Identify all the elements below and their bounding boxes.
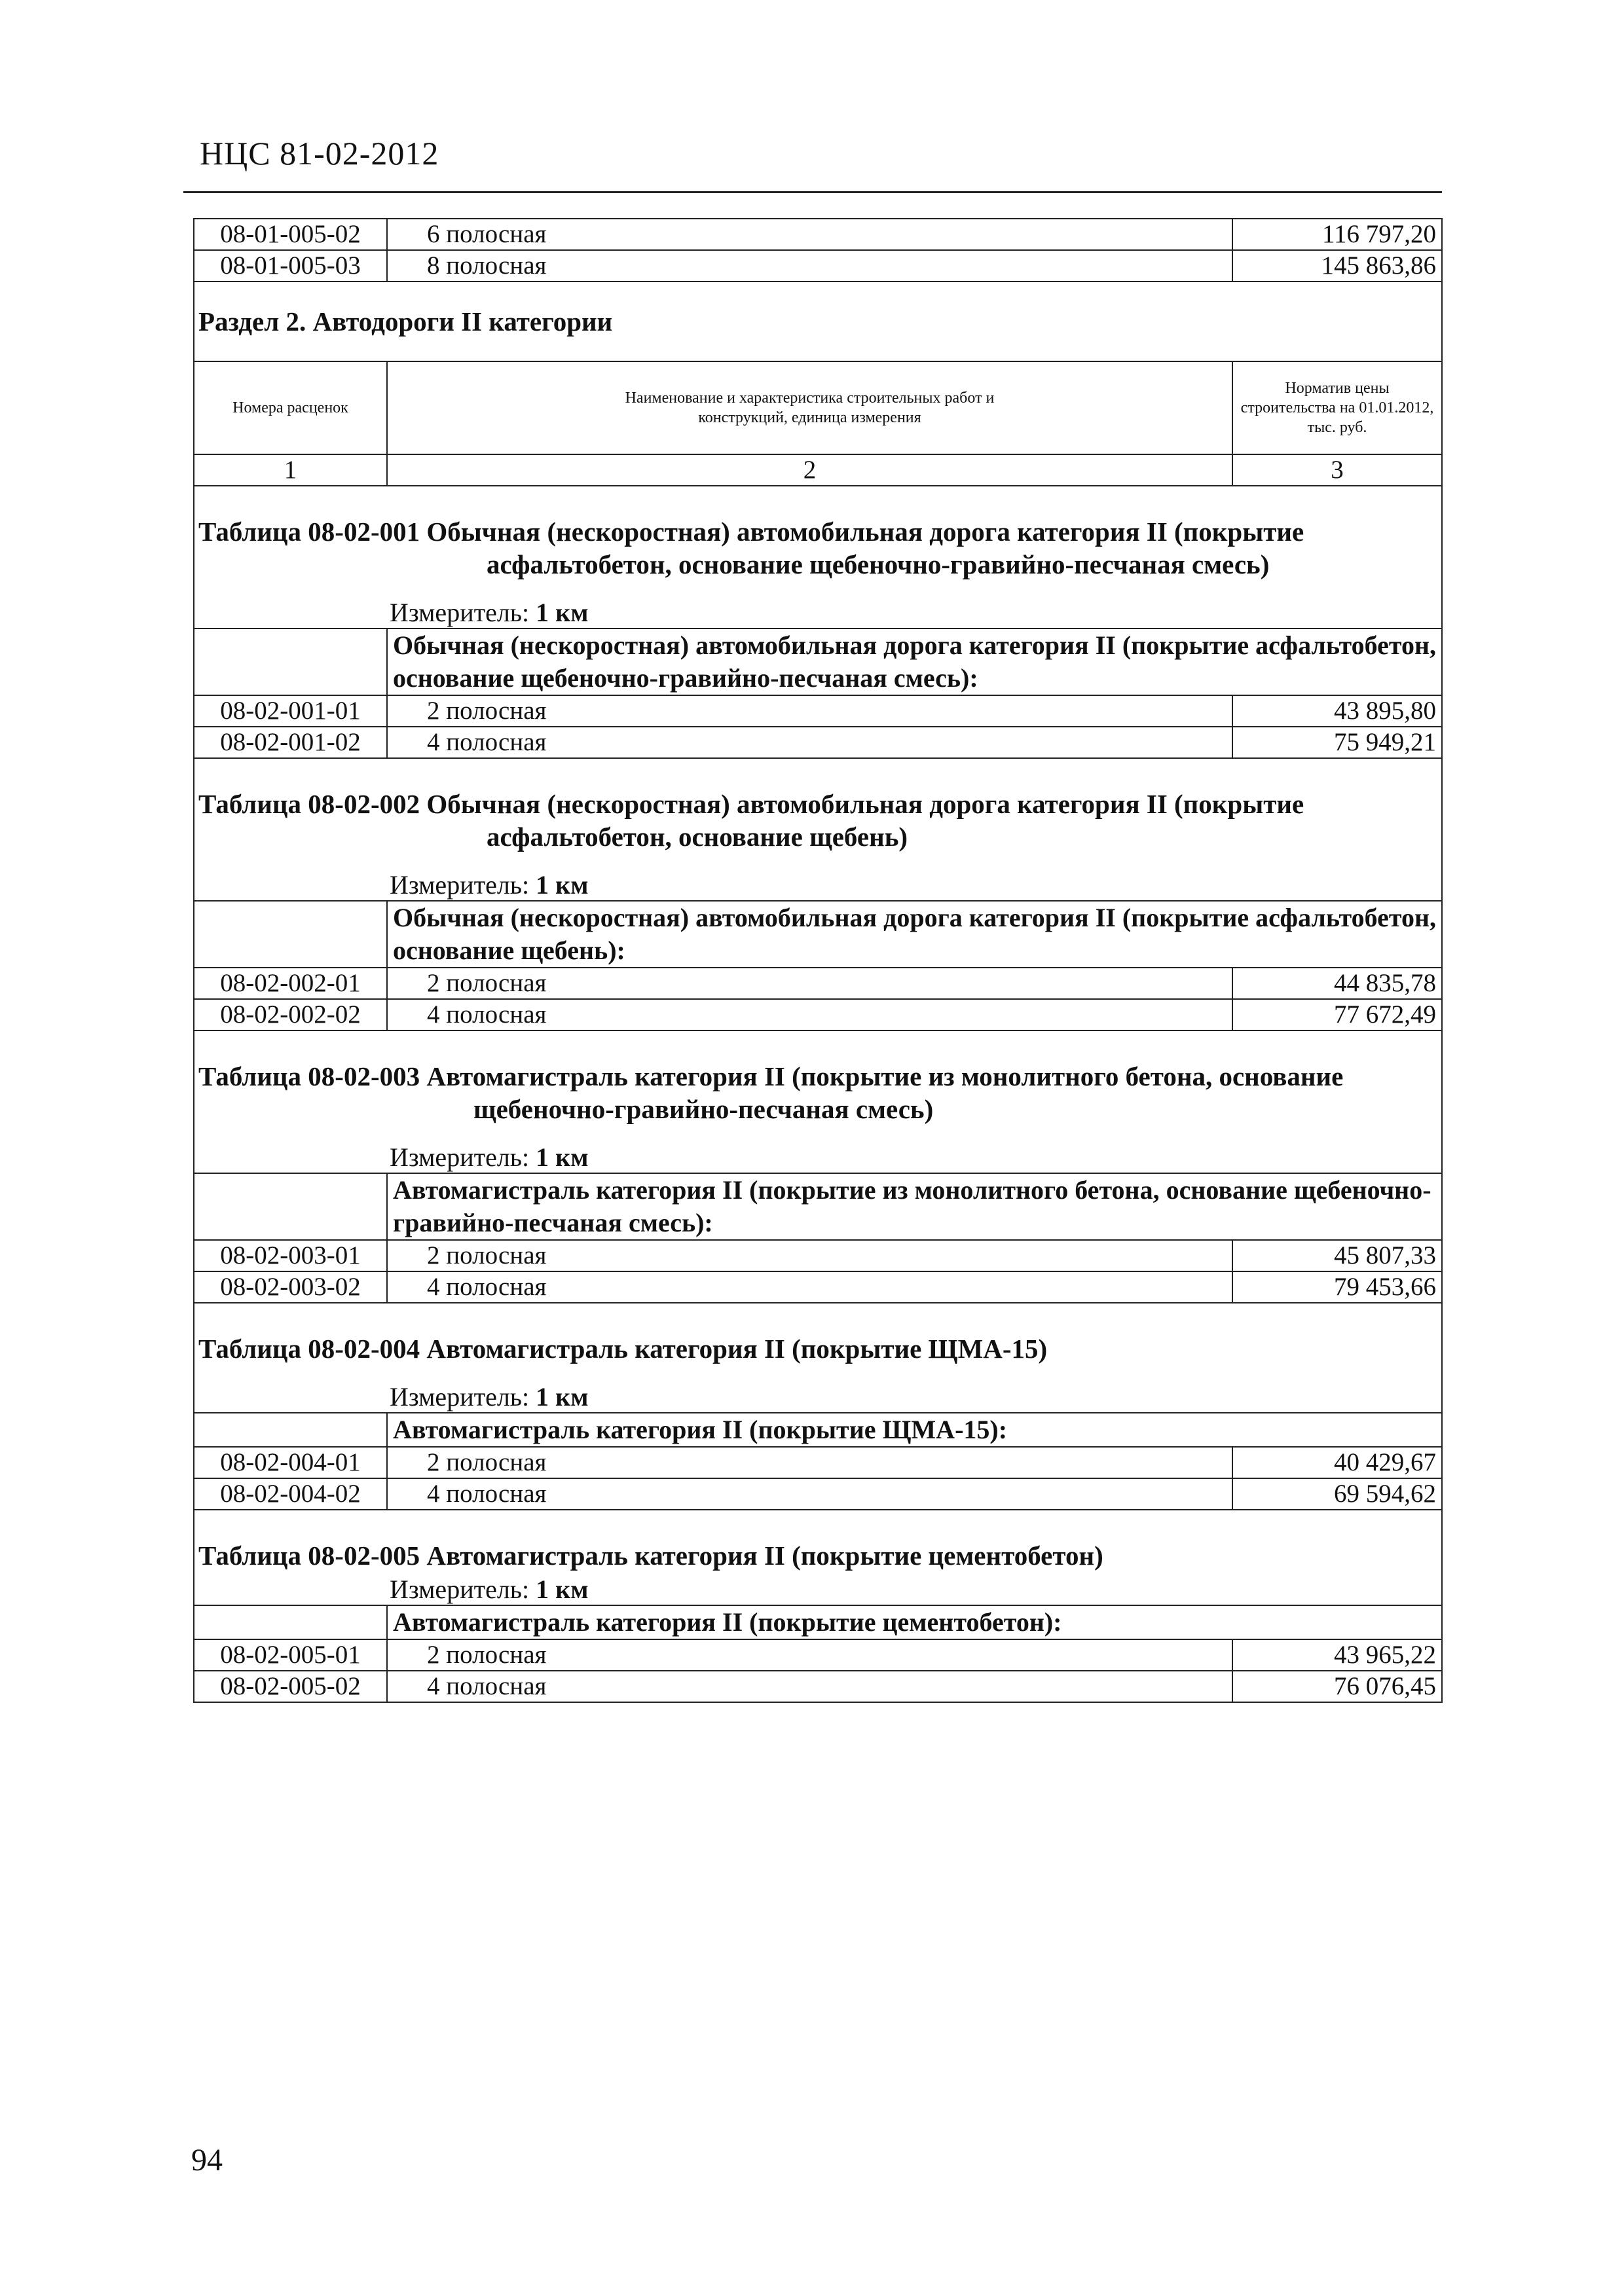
table-title-line1: Таблица 08-02-004 Автомагистраль категория II (покрытие ЩМА-15)	[198, 1334, 1048, 1364]
table-row	[194, 1240, 1442, 1271]
table-title-line1: Таблица 08-02-005 Автомагистраль категория II (покрытие цементобетон)	[198, 1540, 1103, 1571]
table-title	[194, 1030, 1442, 1125]
row-price: 75 949,21	[1232, 727, 1442, 758]
row-price: 45 807,33	[1232, 1240, 1442, 1271]
table-title-line2: щебеночно-гравийно-песчаная смесь)	[473, 1094, 934, 1124]
unit-measure	[194, 1365, 1442, 1413]
section-title: Раздел 2. Автодороги II категории	[194, 282, 1442, 361]
row-name: 2 полосная	[387, 968, 1232, 999]
row-code: 08-02-004-02	[194, 1478, 387, 1510]
column-header-codes: Номера расценок	[194, 361, 387, 454]
table-title	[194, 758, 1442, 853]
table-row	[194, 1271, 1442, 1303]
row-code: 08-02-002-01	[194, 968, 387, 999]
row-price: 76 076,45	[1232, 1671, 1442, 1702]
row-name: 4 полосная	[387, 1671, 1232, 1702]
row-price: 79 453,66	[1232, 1271, 1442, 1303]
row-code: 08-01-005-03	[194, 250, 387, 282]
column-header-price: Норматив цены строительства на 01.01.2012, тыс. руб.	[1232, 361, 1442, 454]
row-price: 145 863,86	[1232, 250, 1442, 282]
table-title-row	[194, 486, 1442, 581]
unit-row	[194, 1572, 1442, 1605]
unit-label: Измеритель:	[390, 1142, 530, 1172]
unit-measure	[194, 1125, 1442, 1173]
group-empty-cell	[194, 901, 387, 968]
unit-label: Измеритель:	[390, 1382, 530, 1412]
table-title-row	[194, 758, 1442, 853]
table-row	[194, 999, 1442, 1030]
group-title: Обычная (нескоростная) автомобильная дорога категория II (покрытие асфальтобетон, основание щебень):	[387, 901, 1442, 968]
row-price: 77 672,49	[1232, 999, 1442, 1030]
table-title	[194, 1510, 1442, 1572]
unit-row	[194, 853, 1442, 901]
unit-row	[194, 1125, 1442, 1173]
row-price: 40 429,67	[1232, 1447, 1442, 1478]
unit-label: Измеритель:	[390, 1575, 530, 1604]
group-row	[194, 629, 1442, 695]
row-price: 69 594,62	[1232, 1478, 1442, 1510]
table-row	[194, 727, 1442, 758]
group-empty-cell	[194, 1413, 387, 1447]
column-number-2: 2	[387, 454, 1232, 486]
group-row	[194, 901, 1442, 968]
page-header-title: НЦС 81-02-2012	[200, 135, 439, 172]
group-row	[194, 1605, 1442, 1639]
row-name: 2 полосная	[387, 1447, 1232, 1478]
table-row	[194, 250, 1442, 282]
table-title-row	[194, 1510, 1442, 1572]
row-name: 8 полосная	[387, 250, 1232, 282]
unit-value: 1 км	[536, 1382, 589, 1412]
row-code: 08-02-003-01	[194, 1240, 387, 1271]
table-title	[194, 486, 1442, 581]
unit-measure	[194, 853, 1442, 901]
row-name: 6 полосная	[387, 219, 1232, 250]
row-name: 4 полосная	[387, 1271, 1232, 1303]
unit-value: 1 км	[536, 1575, 589, 1604]
unit-row	[194, 1365, 1442, 1413]
table-row	[194, 1447, 1442, 1478]
row-code: 08-01-005-02	[194, 219, 387, 250]
row-price: 116 797,20	[1232, 219, 1442, 250]
table-row	[194, 1478, 1442, 1510]
row-code: 08-02-003-02	[194, 1271, 387, 1303]
unit-label: Измеритель:	[390, 598, 530, 627]
price-table	[193, 218, 1443, 1703]
row-code: 08-02-001-01	[194, 695, 387, 727]
unit-value: 1 км	[536, 870, 589, 900]
table-title	[194, 1303, 1442, 1365]
row-name: 4 полосная	[387, 1478, 1232, 1510]
row-name: 2 полосная	[387, 1639, 1232, 1671]
table-row	[194, 968, 1442, 999]
row-price: 43 895,80	[1232, 695, 1442, 727]
column-number-row	[194, 454, 1442, 486]
table-title-line2: асфальтобетон, основание щебень)	[487, 822, 908, 852]
row-name: 4 полосная	[387, 727, 1232, 758]
column-number-3: 3	[1232, 454, 1442, 486]
group-row	[194, 1413, 1442, 1447]
table-title-line1: Таблица 08-02-002 Обычная (нескоростная) автомобильная дорога категория II (покрытие	[198, 789, 1304, 819]
unit-value: 1 км	[536, 1142, 589, 1172]
table-row	[194, 1639, 1442, 1671]
row-code: 08-02-005-02	[194, 1671, 387, 1702]
table-title-line2: асфальтобетон, основание щебеночно-гравийно-песчаная смесь)	[487, 549, 1270, 579]
unit-label: Измеритель:	[390, 870, 530, 900]
row-name: 2 полосная	[387, 1240, 1232, 1271]
table-title-line1: Таблица 08-02-003 Автомагистраль категория II (покрытие из монолитного бетона, основание	[198, 1061, 1344, 1091]
row-price: 43 965,22	[1232, 1639, 1442, 1671]
group-title: Автомагистраль категория II (покрытие ЩМА-15):	[387, 1413, 1442, 1447]
unit-row	[194, 581, 1442, 629]
group-empty-cell	[194, 1173, 387, 1240]
group-title: Автомагистраль категория II (покрытие цементобетон):	[387, 1605, 1442, 1639]
row-code: 08-02-005-01	[194, 1639, 387, 1671]
row-code: 08-02-004-01	[194, 1447, 387, 1478]
group-title: Автомагистраль категория II (покрытие из монолитного бетона, основание щебеночно-гравийно-песчаная смесь):	[387, 1173, 1442, 1240]
table-title-row	[194, 1303, 1442, 1365]
group-row	[194, 1173, 1442, 1240]
table-row	[194, 219, 1442, 250]
column-number-1: 1	[194, 454, 387, 486]
unit-value: 1 км	[536, 598, 589, 627]
unit-measure	[194, 1572, 1442, 1605]
section-row	[194, 282, 1442, 361]
table-title-line1: Таблица 08-02-001 Обычная (нескоростная) автомобильная дорога категория II (покрытие	[198, 517, 1304, 547]
row-name: 4 полосная	[387, 999, 1232, 1030]
row-code: 08-02-001-02	[194, 727, 387, 758]
header-rule	[183, 191, 1442, 193]
group-empty-cell	[194, 1605, 387, 1639]
table-row	[194, 1671, 1442, 1702]
page-number: 94	[191, 2143, 223, 2178]
row-name: 2 полосная	[387, 695, 1232, 727]
table-row	[194, 695, 1442, 727]
unit-measure	[194, 581, 1442, 629]
column-header-row	[194, 361, 1442, 454]
group-empty-cell	[194, 629, 387, 695]
column-header-name: Наименование и характеристика строительных работ и конструкций, единица измерения	[387, 361, 1232, 454]
group-title: Обычная (нескоростная) автомобильная дорога категория II (покрытие асфальтобетон, основание щебеночно-гравийно-песчаная смесь):	[387, 629, 1442, 695]
row-price: 44 835,78	[1232, 968, 1442, 999]
row-code: 08-02-002-02	[194, 999, 387, 1030]
table-title-row	[194, 1030, 1442, 1125]
